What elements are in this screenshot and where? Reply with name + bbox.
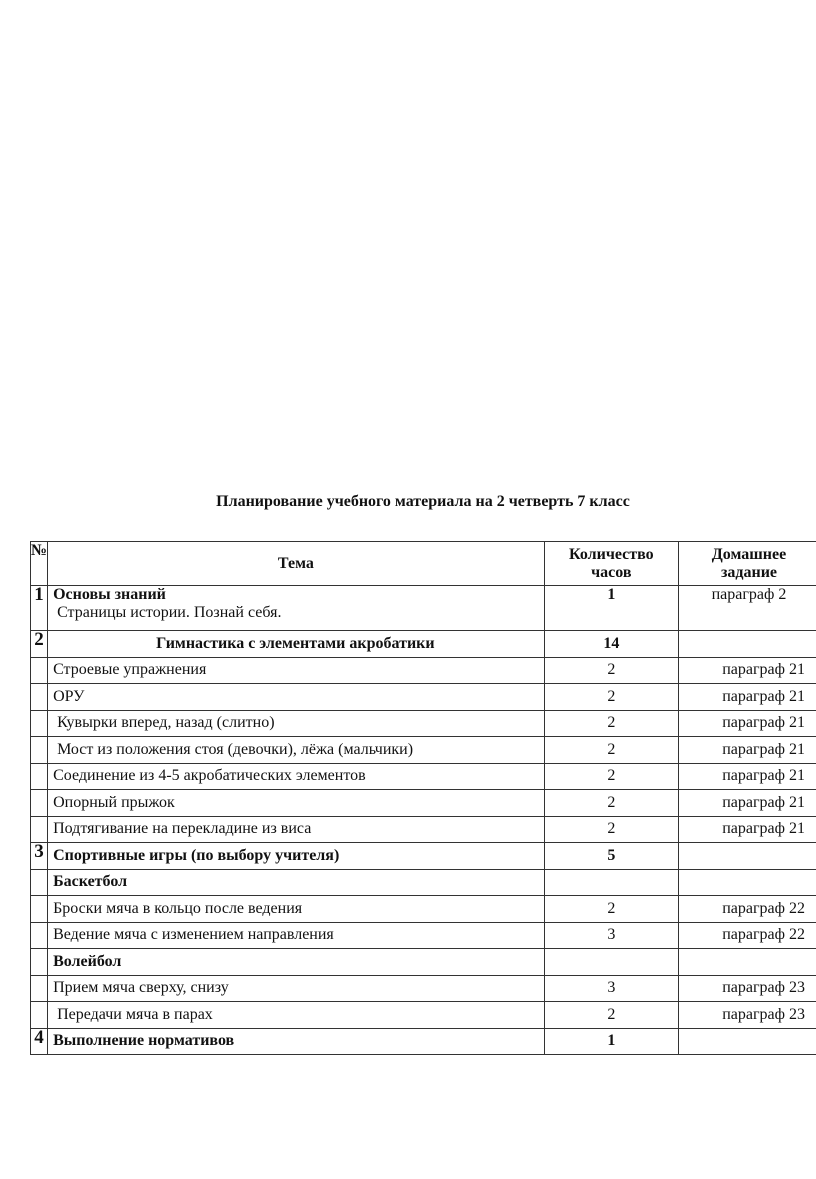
row-homework: параграф 22 — [679, 896, 816, 923]
table-row — [31, 843, 816, 870]
row-number: 3 — [31, 843, 48, 870]
row-topic: ОРУ — [48, 684, 545, 711]
topic-title: Основы знаний — [53, 586, 166, 603]
row-homework — [679, 1028, 816, 1055]
table-row — [31, 922, 816, 949]
row-hours: 2 — [544, 896, 678, 923]
row-topic: Выполнение нормативов — [48, 1028, 545, 1055]
table-row — [31, 631, 816, 658]
row-topic: Мост из положения стоя (девочки), лёжа (мальчики) — [48, 737, 545, 764]
row-topic: Передачи мяча в парах — [48, 1002, 545, 1029]
row-number — [31, 657, 48, 684]
table-row — [31, 710, 816, 737]
table-row — [31, 869, 816, 896]
row-topic — [48, 586, 545, 631]
row-topic: Подтягивание на перекладине из виса — [48, 816, 545, 843]
row-number — [31, 737, 48, 764]
row-topic: Спортивные игры (по выбору учителя) — [48, 843, 545, 870]
row-number — [31, 763, 48, 790]
row-number — [31, 816, 48, 843]
table-row — [31, 816, 816, 843]
row-homework: параграф 21 — [679, 657, 816, 684]
row-hours: 14 — [544, 631, 678, 658]
table-row — [31, 586, 816, 631]
table-row — [31, 790, 816, 817]
row-number: 2 — [31, 631, 48, 658]
row-number — [31, 790, 48, 817]
row-homework: параграф 22 — [679, 922, 816, 949]
header-homework: Домашнее задание — [679, 542, 816, 586]
row-hours: 2 — [544, 737, 678, 764]
row-hours — [544, 869, 678, 896]
table-row — [31, 1002, 816, 1029]
table-row — [31, 975, 816, 1002]
header-number: № — [31, 542, 48, 586]
table-row — [31, 1028, 816, 1055]
row-homework: параграф 21 — [679, 684, 816, 711]
row-hours: 3 — [544, 975, 678, 1002]
row-number — [31, 1002, 48, 1029]
row-hours: 2 — [544, 684, 678, 711]
table-row — [31, 763, 816, 790]
row-topic: Кувырки вперед, назад (слитно) — [48, 710, 545, 737]
row-homework: параграф 21 — [679, 710, 816, 737]
table-row — [31, 684, 816, 711]
row-topic: Ведение мяча с изменением направления — [48, 922, 545, 949]
row-topic: Волейбол — [48, 949, 545, 976]
topic-subtitle: Страницы истории. Познай себя. — [53, 604, 282, 621]
row-hours — [544, 949, 678, 976]
row-hours: 2 — [544, 763, 678, 790]
row-topic: Опорный прыжок — [48, 790, 545, 817]
row-hours: 2 — [544, 816, 678, 843]
row-hours: 2 — [544, 710, 678, 737]
row-topic: Баскетбол — [48, 869, 545, 896]
row-hours: 1 — [544, 586, 678, 631]
row-hours: 2 — [544, 1002, 678, 1029]
row-homework — [679, 843, 816, 870]
row-homework — [679, 631, 816, 658]
table-row — [31, 737, 816, 764]
row-homework: параграф 21 — [679, 816, 816, 843]
row-topic: Строевые упражнения — [48, 657, 545, 684]
row-hours: 3 — [544, 922, 678, 949]
row-hours: 2 — [544, 657, 678, 684]
row-homework: параграф 23 — [679, 1002, 816, 1029]
row-number — [31, 710, 48, 737]
row-number — [31, 922, 48, 949]
row-number: 4 — [31, 1028, 48, 1055]
row-number — [31, 949, 48, 976]
row-homework: параграф 21 — [679, 763, 816, 790]
table-row — [31, 949, 816, 976]
row-hours: 1 — [544, 1028, 678, 1055]
document-title: Планирование учебного материала на 2 четверть 7 класс — [216, 493, 630, 510]
header-hours: Количество часов — [544, 542, 678, 586]
row-hours: 2 — [544, 790, 678, 817]
table-row — [31, 657, 816, 684]
row-homework — [679, 869, 816, 896]
row-homework: параграф 2 — [679, 586, 816, 631]
header-topic: Тема — [48, 542, 545, 586]
row-number — [31, 869, 48, 896]
row-number — [31, 896, 48, 923]
plan-table — [30, 541, 816, 1055]
row-homework: параграф 21 — [679, 737, 816, 764]
row-homework: параграф 23 — [679, 975, 816, 1002]
table-row — [31, 896, 816, 923]
row-number — [31, 684, 48, 711]
row-topic: Броски мяча в кольцо после ведения — [48, 896, 545, 923]
row-homework: параграф 21 — [679, 790, 816, 817]
row-hours: 5 — [544, 843, 678, 870]
row-topic: Гимнастика с элементами акробатики — [48, 631, 545, 658]
row-number: 1 — [31, 586, 48, 631]
row-homework — [679, 949, 816, 976]
row-number — [31, 975, 48, 1002]
row-topic: Соединение из 4-5 акробатических элементов — [48, 763, 545, 790]
row-topic: Прием мяча сверху, снизу — [48, 975, 545, 1002]
